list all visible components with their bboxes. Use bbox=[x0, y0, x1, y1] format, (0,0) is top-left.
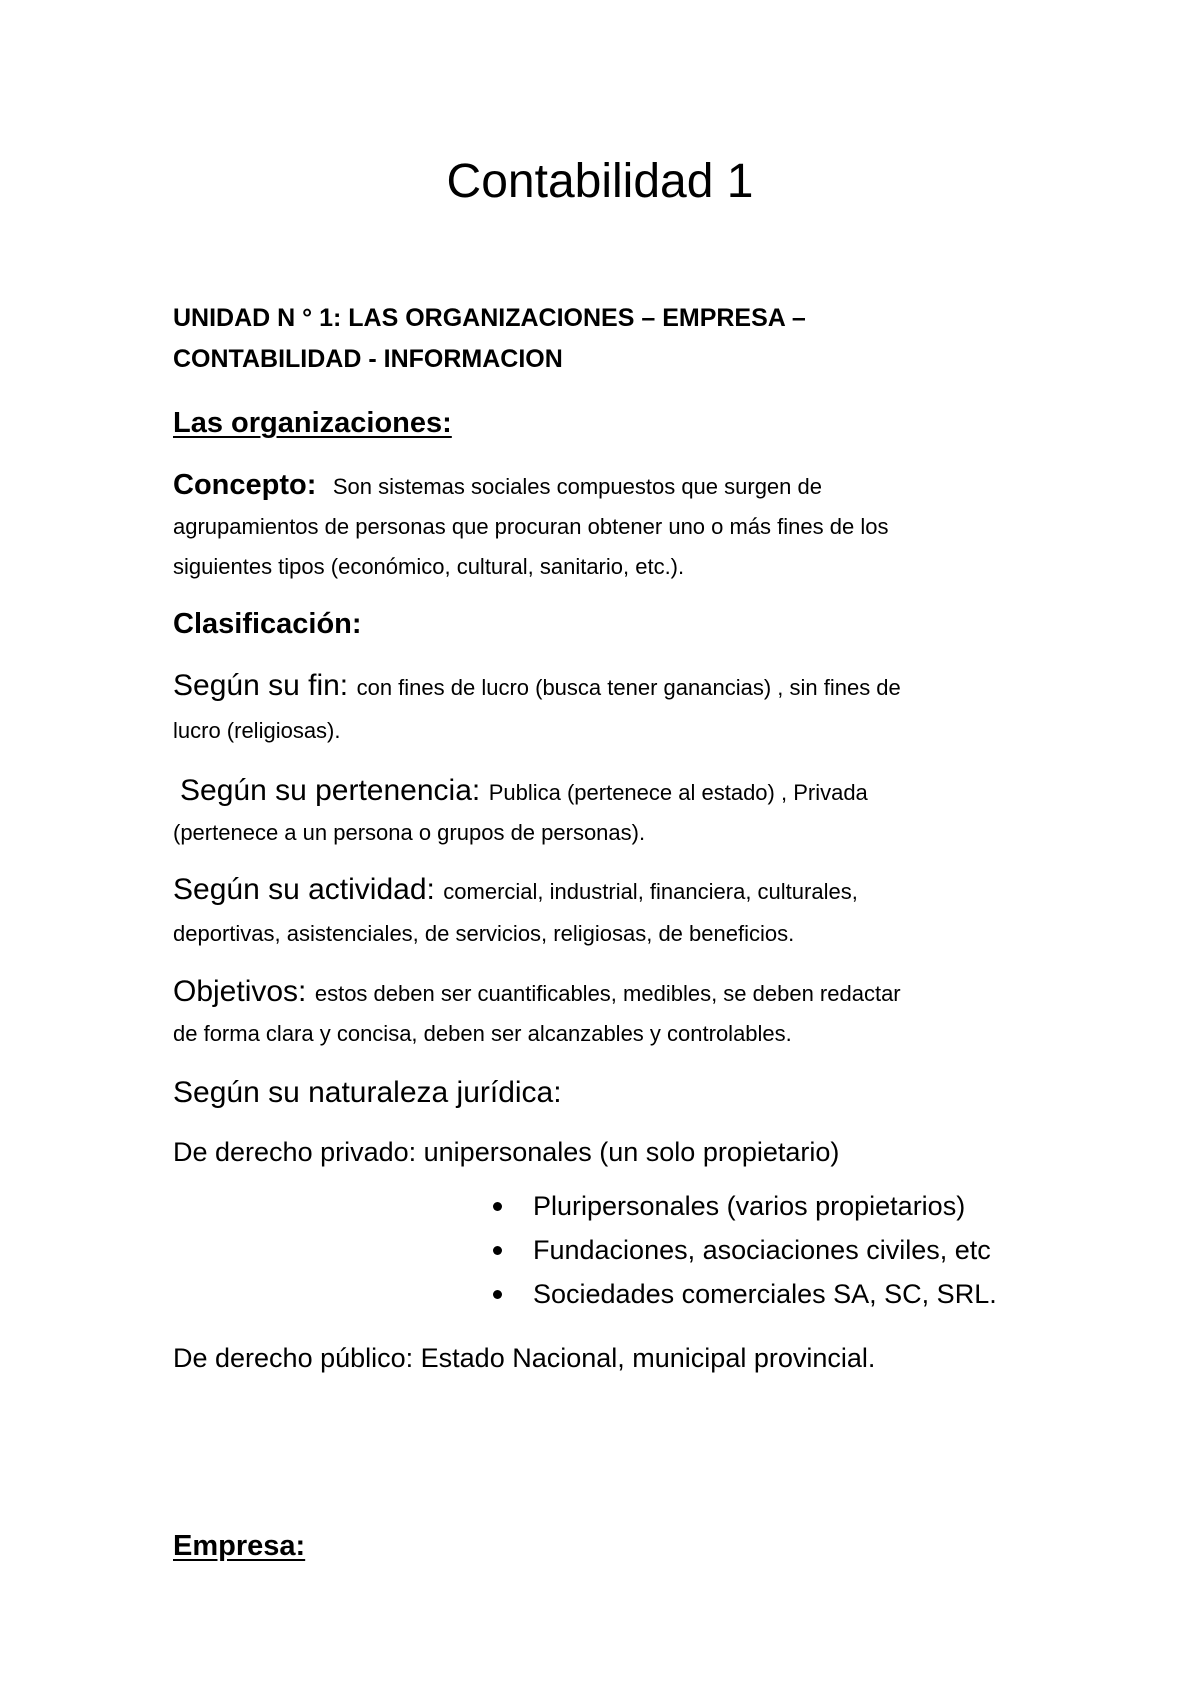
document-title: Contabilidad 1 bbox=[446, 155, 754, 208]
section-heading-empresa: Empresa: bbox=[173, 1530, 306, 1562]
naturaleza-juridica-heading: Según su naturaleza jurídica: bbox=[173, 1076, 562, 1109]
derecho-privado-line: De derecho privado: unipersonales (un solo propietario) bbox=[173, 1137, 840, 1167]
segun-fin-label: Según su fin: bbox=[173, 669, 349, 702]
derecho-publico-line: De derecho público: Estado Nacional, municipal provincial. bbox=[173, 1343, 876, 1373]
segun-fin-text-line-2: lucro (religiosas). bbox=[173, 718, 341, 743]
derecho-privado-list bbox=[493, 1191, 997, 1323]
list-item bbox=[493, 1279, 997, 1323]
segun-pertenencia-text-line-1: Publica (pertenece al estado) , Privada bbox=[488, 780, 868, 805]
unit-heading-line-1: UNIDAD N ° 1: LAS ORGANIZACIONES – EMPRESA – bbox=[173, 304, 806, 332]
segun-actividad-label: Según su actividad: bbox=[173, 873, 435, 906]
list-item bbox=[493, 1191, 997, 1235]
segun-actividad-paragraph bbox=[173, 875, 858, 905]
bullet-icon bbox=[493, 1246, 502, 1255]
objetivos-label: Objetivos: bbox=[173, 975, 307, 1008]
segun-fin-text-line-1: con fines de lucro (busca tener ganancias) , sin fines de bbox=[356, 675, 901, 700]
objetivos-text-line-1: estos deben ser cuantificables, medibles, se deben redactar bbox=[314, 981, 901, 1006]
segun-actividad-text-line-2: deportivas, asistenciales, de servicios, religiosas, de beneficios. bbox=[173, 921, 795, 946]
objetivos-text-line-2: de forma clara y concisa, deben ser alcanzables y controlables. bbox=[173, 1021, 792, 1046]
segun-pertenencia-paragraph bbox=[180, 776, 868, 806]
segun-pertenencia-text-line-2: (pertenece a un persona o grupos de personas). bbox=[173, 820, 646, 845]
bullet-icon bbox=[493, 1290, 502, 1299]
list-item-text: Sociedades comerciales SA, SC, SRL. bbox=[533, 1279, 997, 1309]
segun-fin-paragraph bbox=[173, 671, 901, 701]
concepto-text-line-1: Son sistemas sociales compuestos que surgen de bbox=[332, 474, 822, 499]
section-heading-organizaciones: Las organizaciones: bbox=[173, 407, 452, 439]
concepto-paragraph bbox=[173, 471, 822, 500]
bullet-icon bbox=[493, 1202, 502, 1211]
list-item-text: Fundaciones, asociaciones civiles, etc bbox=[533, 1235, 991, 1265]
concepto-text-line-3: siguientes tipos (económico, cultural, sanitario, etc.). bbox=[173, 554, 685, 579]
concepto-text-line-2: agrupamientos de personas que procuran obtener uno o más fines de los bbox=[173, 514, 889, 539]
unit-heading-line-2: CONTABILIDAD - INFORMACION bbox=[173, 345, 563, 373]
clasificacion-heading: Clasificación: bbox=[173, 608, 362, 640]
list-item bbox=[493, 1235, 997, 1279]
segun-actividad-text-line-1: comercial, industrial, financiera, culturales, bbox=[443, 879, 858, 904]
segun-pertenencia-label: Según su pertenencia: bbox=[180, 774, 481, 807]
concepto-label: Concepto: bbox=[173, 469, 317, 501]
objetivos-paragraph bbox=[173, 977, 901, 1007]
list-item-text: Pluripersonales (varios propietarios) bbox=[533, 1191, 966, 1221]
